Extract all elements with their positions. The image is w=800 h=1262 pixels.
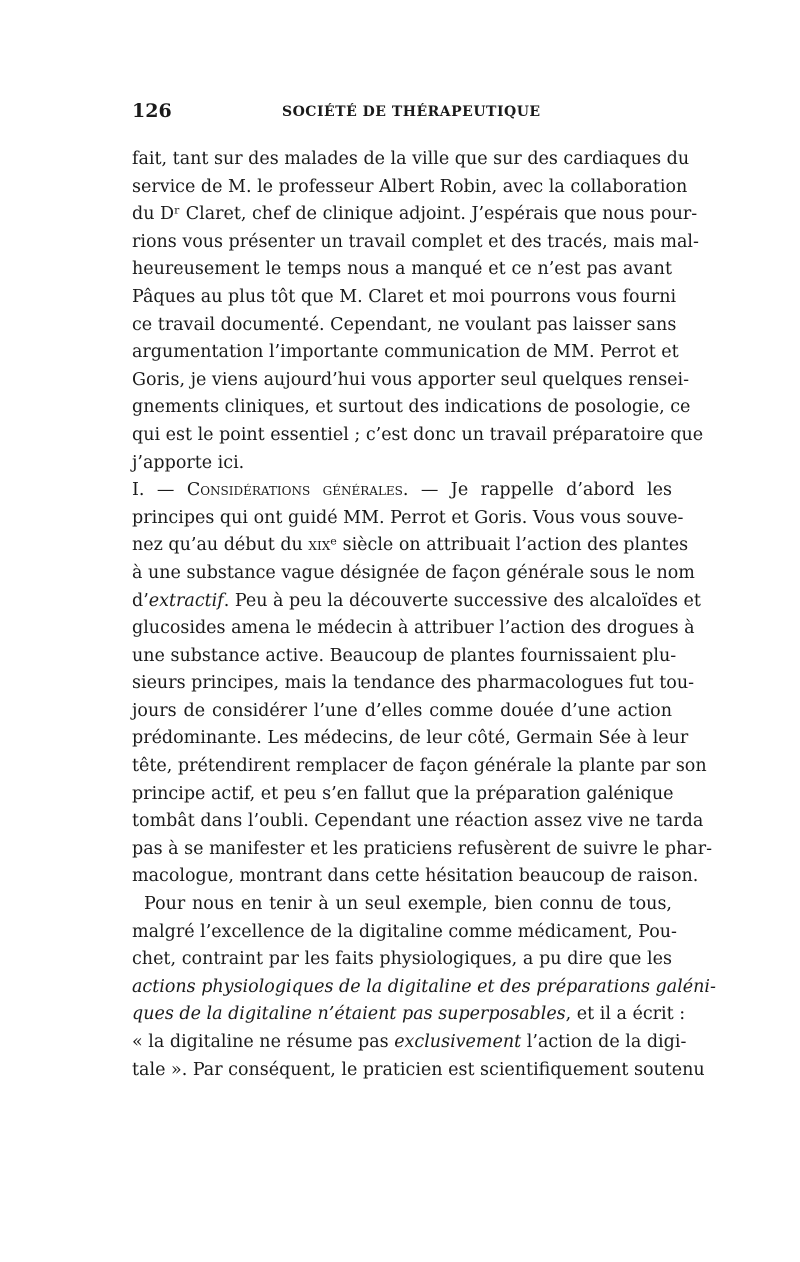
italic-quote: ques de la digitaline n’étaient pas superposables (132, 1004, 566, 1025)
text-line (132, 1001, 686, 1029)
text-segment: — Je rappelle d’abord les (420, 480, 672, 501)
italic-quote: actions physiologiques de la digitaline et des préparations galéni- (132, 976, 716, 997)
text-line: glucosides amena le médecin à attribuer l’action des drogues à (132, 618, 695, 639)
section-number: I. — (132, 480, 175, 501)
text-line: prédominante. Les médecins, de leur côté, Germain Sée à leur (132, 728, 689, 749)
text-segment: , et il a écrit : (565, 1004, 686, 1025)
text-line: du Dʳ Claret, chef de clinique adjoint. J’espérais que nous pour- (132, 204, 698, 225)
text-line: tête, prétendirent remplacer de façon générale la plante par son (132, 756, 707, 777)
running-title: SOCIÉTÉ DE THÉRAPEUTIQUE (282, 104, 541, 120)
text-line: à une substance vague désignée de façon générale sous le nom (132, 562, 695, 583)
text-line: chet, contraint par les faits physiologiques, a pu dire que les (132, 949, 672, 970)
text-line: rions vous présenter un travail complet et des tracés, mais mal- (132, 231, 699, 252)
text-line (132, 532, 689, 560)
text-line: principe actif, et peu s’en fallut que la préparation galénique (132, 783, 674, 804)
text-line: sieurs principes, mais la tendance des pharmacologues fut tou- (132, 673, 694, 694)
section-heading-line (132, 477, 672, 505)
page-number: 126 (132, 100, 172, 122)
text-line: gnements cliniques, et surtout des indications de posologie, ce (132, 397, 691, 418)
text-line: fait, tant sur des malades de la ville que sur des cardiaques du (132, 149, 690, 169)
text-line: pas à se manifester et les praticiens refusèrent de suivre le phar- (132, 838, 712, 859)
page-body (132, 146, 716, 1084)
text-segment: « la digitaline ne résume pas (132, 1032, 389, 1052)
text-line: ce travail documenté. Cependant, ne voulant pas laisser sans (132, 314, 677, 335)
text-line: heureusement le temps nous a manqué et ce n’est pas avant (132, 259, 672, 280)
text-line: argumentation l’importante communication de MM. Perrot et (132, 342, 679, 363)
text-line: service de M. le professeur Albert Robin, avec la collaboration (132, 176, 688, 197)
text-line: tombât dans l’oubli. Cependant une réaction assez vive ne tarda (132, 811, 704, 832)
text-segment: d’ (132, 590, 149, 611)
text-line: j’apporte ici. (132, 452, 245, 473)
text-line: principes qui ont guidé MM. Perrot et Goris. Vous vous souve- (132, 507, 684, 528)
text-line (132, 588, 701, 616)
page-header (132, 100, 672, 130)
text-segment: nez qu’au début du (132, 535, 303, 556)
text-line: qui est le point essentiel ; c’est donc un travail préparatoire que (132, 424, 704, 445)
text-segment: . Peu à peu la découverte successive des alcaloïdes et (223, 590, 701, 611)
text-line (132, 974, 716, 1002)
text-segment: l’action de la digi- (526, 1032, 687, 1052)
italic-term: extractif (148, 590, 224, 611)
text-line: Pâques au plus tôt que M. Claret et moi pourrons vous fourni (132, 286, 677, 307)
century-numeral: xixᵉ (308, 535, 338, 556)
section-title: Considérations générales. (186, 480, 409, 501)
text-line: jours de considérer l’une d’elles comme douée d’une action (132, 700, 672, 721)
text-line (132, 1029, 687, 1057)
text-segment: siècle on attribuait l’action des plantes (342, 535, 689, 556)
text-line: tale ». Par conséquent, le praticien est scientifiquement soutenu (132, 1059, 705, 1080)
text-line: Goris, je viens aujourd’hui vous apporter seul quelques rensei- (132, 369, 690, 390)
text-line: malgré l’excellence de la digitaline comme médicament, Pou- (132, 921, 677, 942)
text-line: macologue, montrant dans cette hésitation beaucoup de raison. (132, 866, 699, 887)
text-line: Pour nous en tenir à un seul exemple, bien connu de tous, (144, 894, 672, 915)
text-line: une substance active. Beaucoup de plantes fournissaient plu- (132, 645, 677, 666)
italic-term: exclusivement (394, 1032, 522, 1052)
